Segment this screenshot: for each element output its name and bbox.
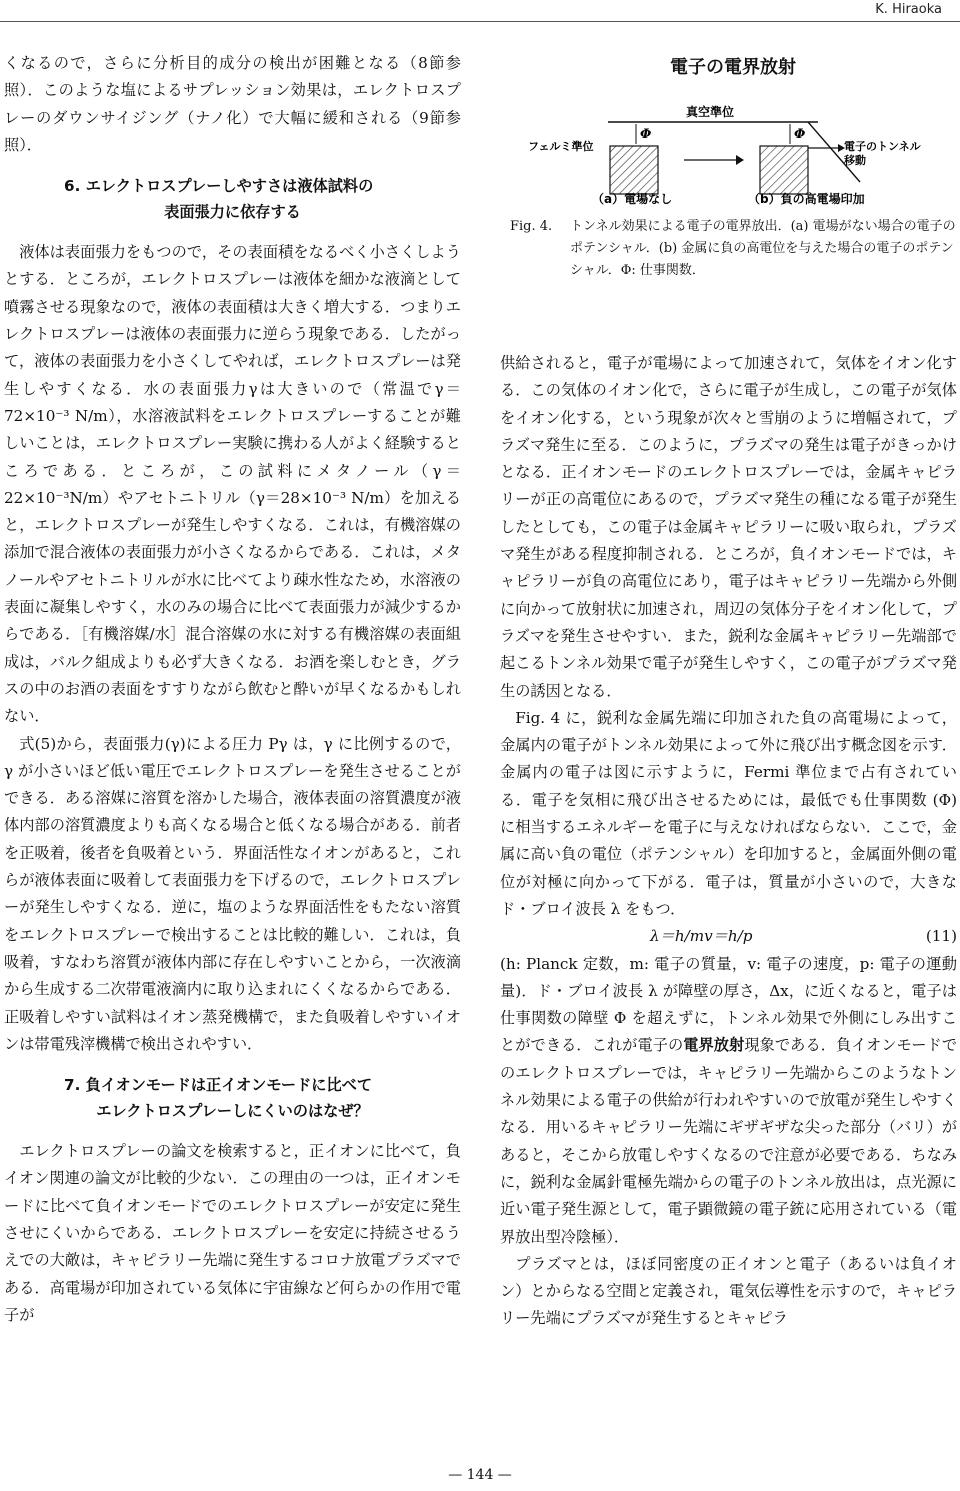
running-header (0, 0, 960, 22)
phi-label-a: Φ (640, 127, 652, 142)
panel-b-label: （b）負の高電場印加 (748, 192, 865, 206)
right-paragraph-2: Fig. 4 に，鋭利な金属先端に印加された負の高電場によって，金属内の電子がトンネル効果によって外に飛び出す概念図を示す．金属内の電子は図に示すように，Fermi 準位まで占有されている．電子を気相に飛び出させるためには，最低でも仕事関数 (Φ) に相当するエネルギーを電子に与えなければならない．ここで，金属に高い負の電位（ポテンシャル）を印加すると，金属面外側の電位が対極に向かって下がる．電子は，質量が小さいので，大きなド・ブロイ波長 λ をもつ． (500, 708, 957, 918)
right-paragraph-3 (500, 951, 957, 1251)
equation-text: λ＝h/mv＝h/p (650, 927, 753, 946)
left-column (4, 50, 461, 1329)
equation-number: (11) (925, 927, 957, 946)
panel-a-label: （a）電場なし (592, 192, 673, 206)
figure-caption-label: Fig. 4. (510, 219, 553, 234)
section-7-heading (4, 1072, 461, 1124)
figure-caption-text: トンネル効果による電子の電界放出．(a) 電場がない場合の電子のポテンシャル．(b) 金属に負の高電位を与えた場合の電子のポテンシャル．Φ: 仕事関数． (570, 219, 956, 278)
section-6-heading (4, 173, 461, 225)
right-paragraph-1: 供給されると，電子が電場によって加速されて，気体をイオン化する．この気体のイオン化で，さらに電子が生成し，この電子が気体をイオン化する，という現象が次々と雪崩のように増幅されて，プラズマ発生に至る．このように，プラズマの発生は電子がきっかけとなる．正イオンモードのエレクトロスプレーでは，金属キャピラリーが正の高電位にあるので，プラズマ発生の種になる電子が発生したとしても，この電子は金属キャピラリーに吸い取られ，プラズマ発生がある程度抑制される．ところが，負イオンモードでは，キャピラリーが負の高電位にあり，電子はキャピラリー先端から外側に向かって放射状に加速され，周辺の気体分子をイオン化して，プラズマを発生させやすい．また，鋭利な金属キャピラリー先端部で起こるトンネル効果で電子が発生しやすく，この電子がプラズマ発生の誘因となる． (500, 354, 957, 700)
figure-4 (508, 50, 958, 300)
right-paragraph-4: プラズマとは，ほぼ同密度の正イオンと電子（あるいは負イオン）とからなる空間と定義され，電気伝導性を示すので，キャピラリー先端にプラズマが発生するとキャピラ (500, 1254, 957, 1328)
field-emission-term: 電界放射 (683, 1036, 745, 1055)
vacuum-level-label: 真空準位 (686, 105, 735, 119)
section-7-heading-line1: 7. 負イオンモードは正イオンモードに比べて (64, 1076, 373, 1095)
tunnel-label-line1: 電子のトンネル (844, 140, 921, 153)
section-6-heading-line1: 6. エレクトロスプレーしやすさは液体試料の (64, 177, 374, 196)
section-7-heading-line2: エレクトロスプレーしにくいのはなぜ？ (96, 1102, 369, 1121)
phi-label-b: Φ (794, 127, 806, 142)
equation-11 (500, 923, 957, 950)
fermi-level-label: フェルミ準位 (528, 140, 594, 153)
paragraph-continued: くなるので，さらに分析目的成分の検出が困難となる（8節参照）．このような塩によるサプレッション効果は，エレクトロスプレーのダウンサイジング（ナノ化）で大幅に緩和される（9節参照）． (4, 54, 461, 154)
section-7-paragraph-1: エレクトロスプレーの論文を検索すると，正イオンに比べて，負イオン関連の論文が比較的少ない．この理由の一つは，正イオンモードに比べて負イオンモードでのエレクトロスプレーが安定に発生させにくいからである．エレクトロスプレーを安定に持続させるうえでの大敵は，キャピラリー先端に発生するコロナ放電プラズマである．高電場が印加されている気体に宇宙線など何らかの作用で電子が (4, 1142, 461, 1324)
section-6-paragraph-2: 式(5)から，表面張力(γ)による圧力 Pγ は，γ に比例するので，γ が小さいほど低い電圧でエレクトロスプレーを発生させることができる．ある溶媒に溶質を溶かした場合，液体表面の溶質濃度が液体内部の溶質濃度よりも高くなる場合と低くなる場合がある．前者を正吸着，後者を負吸着という．界面活性なイオンがあると，これらが液体表面に吸着して表面張力を下げるので，エレクトロスプレーが発生しやすくなる．逆に，塩のような界面活性をもたない溶質をエレクトロスプレーで検出することは比較的難しい．これは，負吸着，すなわち溶質が液体内部に存在しやすいことから，一次液滴から生成する二次帯電液滴内に取り込まれにくくなるからである．正吸着しやすい試料はイオン蒸発機構で，また負吸着しやすいイオンは帯電残滓機構で検出されやすい． (4, 734, 462, 1053)
section-6-paragraph-1: 液体は表面張力をもつので，その表面積をなるべく小さくしようとする．ところが，エレクトロスプレーは液体を細かな液滴として噴霧させる現象なので，液体の表面積は大きく増大する．つまりエレクトロスプレーは液体の表面張力に逆らう現象である．したがって，液体の表面張力を小さくしてやれば，エレクトロスプレーは発生しやすくなる．水の表面張力γは大きいので（常温でγ＝72×10⁻³ N/m），水溶液試料をエレクトロスプレーすることが難しいことは，エレクトロスプレー実験に携わる人がよく経験するところである．ところが，この試料にメタノール（γ＝22×10⁻³N/m）やアセトニトリル（γ＝28×10⁻³ N/m）を加えると，エレクトロスプレーが発生しやすくなる．これは，有機溶媒の添加で混合液体の表面張力が小さくなるからである．これは，メタノールやアセトニトリルが水に比べてより疎水性なため，水溶液の表面に凝集しやすく，水のみの場合に比べて表面張力が減少するからである．［有機溶媒/水］混合溶媒の水に対する有機溶媒の表面組成は，バルク組成よりも必ず大きくなる．お酒を楽しむとき，グラスの中のお酒の表面をすすりながら飲むと酔いが早くなるかもしれない． (4, 243, 461, 726)
section-6-heading-line2: 表面張力に依存する (164, 203, 301, 222)
header-author: K. Hiraoka (875, 2, 942, 17)
metal-a-hatch (610, 146, 658, 194)
page-number: — 144 — (448, 1467, 512, 1483)
right-paragraph-3-part-a: (h: Planck 定数，m: 電子の質量，v: 電子の速度，p: 電子の運動量)．ド・ブロイ波長 λ が障壁の厚さ，Δx，に近くなると，電子は仕事関数の障壁 Φ を超えずに，トンネル効果で外側にしみ出すことができる．これが電子の (500, 954, 957, 1055)
potential-diagram (508, 50, 958, 210)
figure-title: 電子の電界放射 (670, 57, 796, 78)
transition-arrow-head (736, 155, 744, 165)
right-column (500, 350, 957, 1333)
tunnel-label-line2: 移動 (844, 154, 866, 167)
figure-caption (510, 216, 958, 282)
right-paragraph-3-part-b: 現象である．負イオンモードでのエレクトロスプレーでは，キャピラリー先端からこのようなトンネル効果による電子の供給が行われやすいので放電が発生しやすくなる．用いるキャピラリー先端にギザギザな尖った部分（バリ）があると，そこから放電しやすくなるので注意が必要である．ちなみに，鋭利な金属針電極先端からの電子のトンネル放出は，点光源に近い電子発生源として，電子顕微鏡の電子銃に応用されている（電界放出型冷陰極）． (500, 1036, 958, 1246)
header-rule (0, 21, 960, 22)
metal-b-hatch (760, 146, 808, 194)
